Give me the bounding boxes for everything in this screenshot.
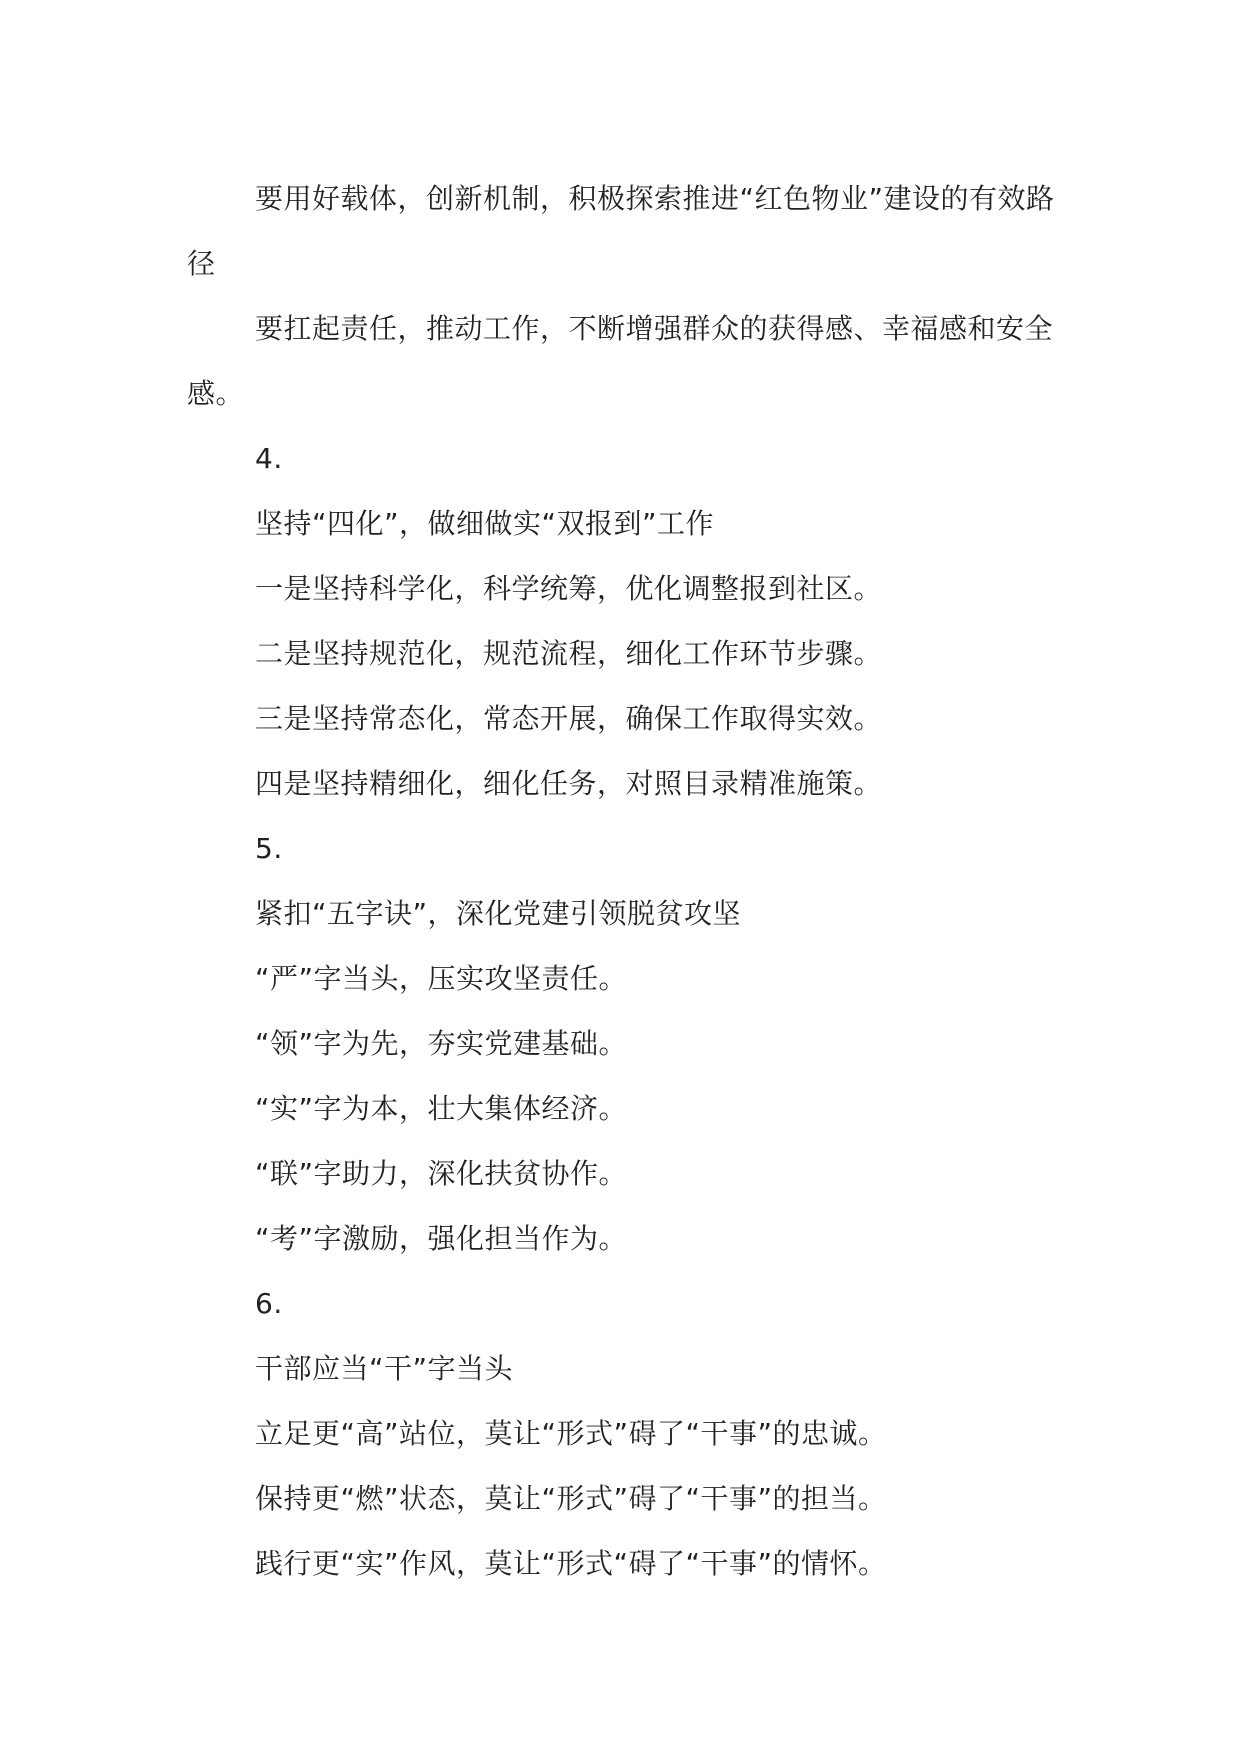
- list-item: 四是坚持精细化，细化任务，对照目录精准施策。: [255, 767, 883, 800]
- section-number-4: 4.: [255, 442, 283, 475]
- paragraph-2: 要扛起责任，推动工作，不断增强群众的获得感、幸福感和安全感。: [187, 312, 1054, 410]
- list-item: 立足更“高”站位，莫让“形式”碍了“干事”的忠诚。: [255, 1417, 887, 1450]
- list-item: 一是坚持科学化，科学统筹，优化调整报到社区。: [255, 572, 883, 605]
- section-heading-5: 紧扣“五字诀”，深化党建引领脱贫攻坚: [255, 897, 742, 930]
- section-heading-4: 坚持“四化”，做细做实“双报到”工作: [255, 507, 715, 540]
- list-item: 二是坚持规范化，规范流程，细化工作环节步骤。: [255, 637, 883, 670]
- list-item: “考”字激励，强化担当作为。: [255, 1222, 628, 1255]
- section-number-6: 6.: [255, 1287, 283, 1320]
- list-item: “领”字为先，夯实党建基础。: [255, 1027, 628, 1060]
- section-number-5: 5.: [255, 832, 283, 865]
- list-item: “严”字当头，压实攻坚责任。: [255, 962, 628, 995]
- list-item: 保持更“燃”状态，莫让“形式”碍了“干事”的担当。: [255, 1482, 887, 1515]
- section-heading-6: 干部应当“干”字当头: [255, 1352, 514, 1385]
- list-item: “实”字为本，壮大集体经济。: [255, 1092, 628, 1125]
- list-item: 三是坚持常态化，常态开展，确保工作取得实效。: [255, 702, 883, 735]
- paragraph-1: 要用好载体，创新机制，积极探索推进“红色物业”建设的有效路径: [187, 182, 1055, 280]
- document-body: [187, 166, 1055, 1596]
- list-item: “联”字助力，深化扶贫协作。: [255, 1157, 628, 1190]
- list-item: 践行更“实”作风，莫让“形式“碍了“干事”的情怀。: [255, 1547, 887, 1580]
